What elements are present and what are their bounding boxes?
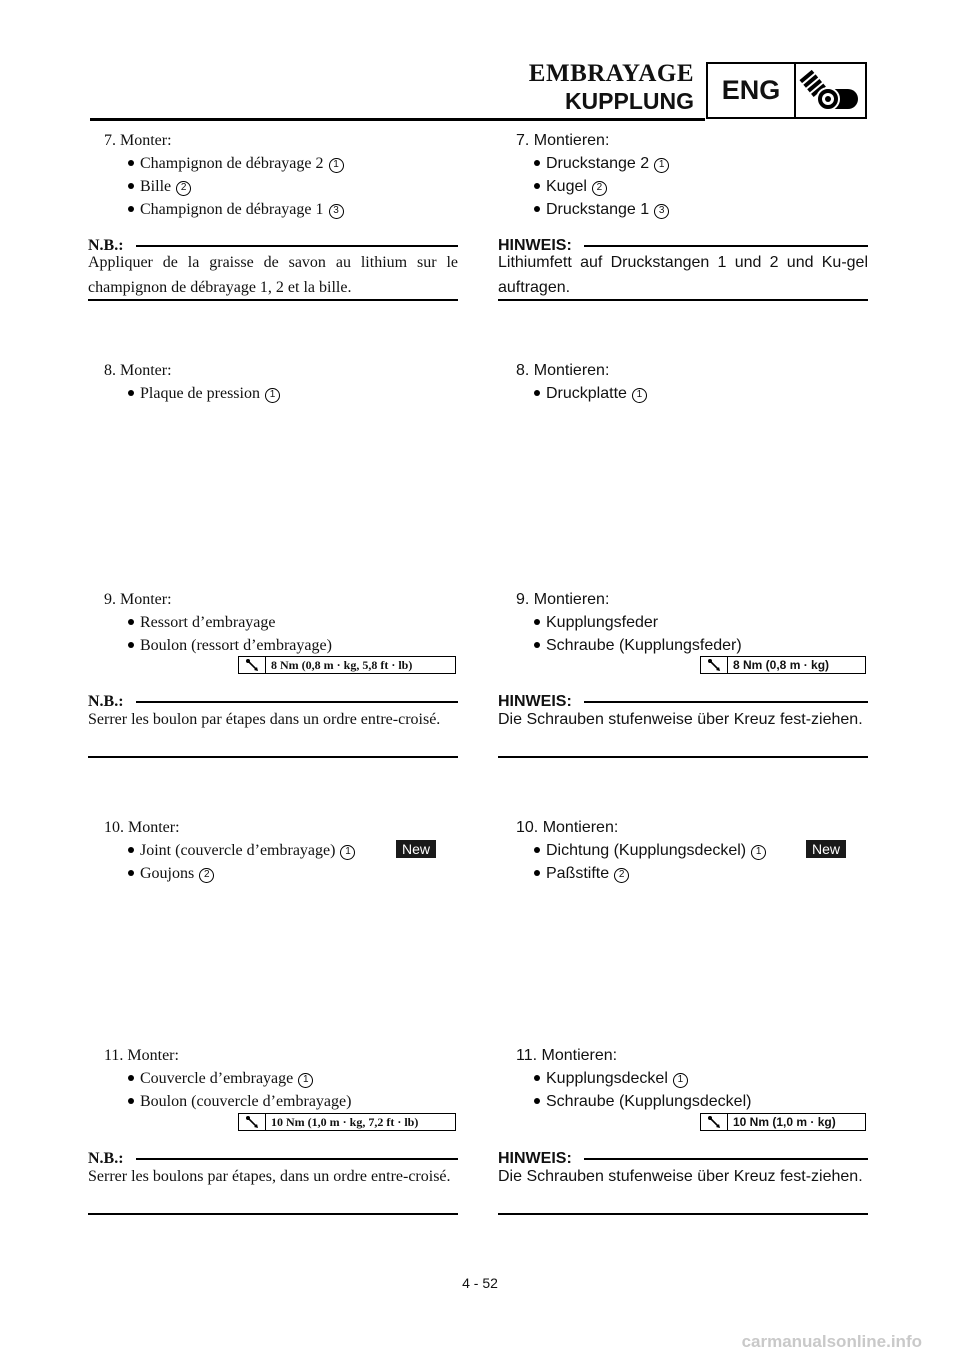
- note-text: Die Schrauben stufenweise über Kreuz fest-ziehen.: [498, 711, 863, 728]
- note-text: Serrer les boulon par étapes dans un ordre entre-croisé.: [88, 711, 441, 728]
- new-part-badge: New: [806, 840, 846, 858]
- bullet-icon: [534, 870, 540, 876]
- bullet-icon: [128, 870, 134, 876]
- step-9-de: 9. Montieren:: [516, 591, 610, 608]
- list-item: Goujons 2: [128, 863, 214, 885]
- step-11-de: 11. Montieren:: [516, 1047, 618, 1064]
- section-title-de: KUPPLUNG: [564, 88, 694, 114]
- bullet-icon: [128, 642, 134, 648]
- bullet-icon: [534, 183, 540, 189]
- torque-wrench-icon: [701, 1114, 728, 1130]
- list-item: Bille 2: [128, 176, 191, 198]
- note-heading: HINWEIS:: [498, 691, 868, 713]
- callout-number: 2: [592, 181, 607, 196]
- bullet-icon: [128, 619, 134, 625]
- header-rule: [90, 118, 705, 121]
- list-item: Druckplatte 1: [534, 383, 647, 405]
- callout-number: 1: [298, 1073, 313, 1088]
- list-item: Paßstifte 2: [534, 863, 629, 885]
- list-item: Kugel 2: [534, 176, 607, 198]
- note-heading: N.B.:: [88, 235, 458, 257]
- step-8-de: 8. Montieren:: [516, 362, 610, 379]
- list-item: Boulon (couvercle d’embrayage): [128, 1091, 351, 1113]
- note-heading: HINWEIS:: [498, 1148, 868, 1170]
- torque-spec: 8 Nm (0,8 m · kg, 5,8 ft · lb): [238, 656, 456, 674]
- bullet-icon: [534, 1075, 540, 1081]
- callout-number: 1: [329, 158, 344, 173]
- list-item: Druckstange 1 3: [534, 199, 669, 221]
- note-text: Lithiumfett auf Druckstangen 1 und 2 und Ku-gel auftragen.: [498, 254, 868, 296]
- bullet-icon: [128, 183, 134, 189]
- note-rule: [498, 756, 868, 758]
- list-item: Couvercle d’embrayage 1: [128, 1068, 313, 1090]
- list-item: Kupplungsdeckel 1: [534, 1068, 688, 1090]
- step-8-fr: 8. Monter:: [104, 362, 172, 379]
- section-title-fr: EMBRAYAGE: [528, 60, 694, 87]
- callout-number: 1: [632, 388, 647, 403]
- note-text: Serrer les boulons par étapes, dans un ordre entre-croisé.: [88, 1168, 451, 1185]
- bullet-icon: [534, 1098, 540, 1104]
- bullet-icon: [534, 160, 540, 166]
- note-text: Die Schrauben stufenweise über Kreuz fest-ziehen.: [498, 1168, 863, 1185]
- bullet-icon: [128, 1075, 134, 1081]
- callout-number: 1: [265, 388, 280, 403]
- torque-spec: 8 Nm (0,8 m · kg): [700, 656, 866, 674]
- list-item: Champignon de débrayage 2 1: [128, 153, 344, 175]
- torque-wrench-icon: [239, 657, 266, 673]
- note-heading: HINWEIS:: [498, 235, 868, 257]
- torque-wrench-icon: [239, 1114, 266, 1130]
- bullet-icon: [534, 847, 540, 853]
- step-10-de: 10. Montieren:: [516, 819, 619, 836]
- bullet-icon: [534, 206, 540, 212]
- callout-number: 2: [614, 868, 629, 883]
- note-heading: N.B.:: [88, 691, 458, 713]
- callout-number: 2: [176, 181, 191, 196]
- torque-wrench-icon: [701, 657, 728, 673]
- note-rule: [88, 756, 458, 758]
- list-item: Kupplungsfeder: [534, 612, 658, 634]
- torque-spec: 10 Nm (1,0 m · kg): [700, 1113, 866, 1131]
- note-rule: [88, 1213, 458, 1215]
- list-item: Boulon (ressort d’embrayage): [128, 635, 332, 657]
- note-rule: [498, 1213, 868, 1215]
- list-item: Druckstange 2 1: [534, 153, 669, 175]
- note-heading: N.B.:: [88, 1148, 458, 1170]
- bullet-icon: [128, 1098, 134, 1104]
- callout-number: 3: [329, 204, 344, 219]
- callout-number: 3: [654, 204, 669, 219]
- watermark: carmanualsonline.info: [741, 1332, 922, 1351]
- list-item: Champignon de débrayage 1 3: [128, 199, 344, 221]
- list-item: Schraube (Kupplungsfeder): [534, 635, 742, 657]
- bullet-icon: [534, 390, 540, 396]
- bullet-icon: [128, 206, 134, 212]
- new-part-badge: New: [396, 840, 436, 858]
- step-7-fr: 7. Monter:: [104, 132, 172, 149]
- bullet-icon: [128, 390, 134, 396]
- callout-number: 1: [673, 1073, 688, 1088]
- torque-spec: 10 Nm (1,0 m · kg, 7,2 ft · lb): [238, 1113, 456, 1131]
- engine-icon: [796, 64, 865, 117]
- step-7-de: 7. Montieren:: [516, 132, 610, 149]
- step-10-fr: 10. Monter:: [104, 819, 180, 836]
- list-item: Joint (couvercle d’embrayage) 1: [128, 840, 355, 862]
- bullet-icon: [128, 847, 134, 853]
- note-rule: [498, 299, 868, 301]
- note-rule: [88, 299, 458, 301]
- list-item: Dichtung (Kupplungsdeckel) 1: [534, 840, 766, 862]
- section-badge: [706, 62, 867, 119]
- callout-number: 1: [751, 845, 766, 860]
- bullet-icon: [534, 642, 540, 648]
- list-item: Plaque de pression 1: [128, 383, 280, 405]
- bullet-icon: [128, 160, 134, 166]
- step-9-fr: 9. Monter:: [104, 591, 172, 608]
- bullet-icon: [534, 619, 540, 625]
- list-item: Ressort d’embrayage: [128, 612, 276, 634]
- section-code: ENG: [708, 64, 796, 117]
- callout-number: 1: [340, 845, 355, 860]
- note-text: Appliquer de la graisse de savon au lithium sur le champignon de débrayage 1, 2 et la bille.: [88, 254, 458, 296]
- callout-number: 1: [654, 158, 669, 173]
- list-item: Schraube (Kupplungsdeckel): [534, 1091, 751, 1113]
- callout-number: 2: [199, 868, 214, 883]
- page-number: 4 - 52: [462, 1275, 498, 1291]
- step-11-fr: 11. Monter:: [104, 1047, 179, 1064]
